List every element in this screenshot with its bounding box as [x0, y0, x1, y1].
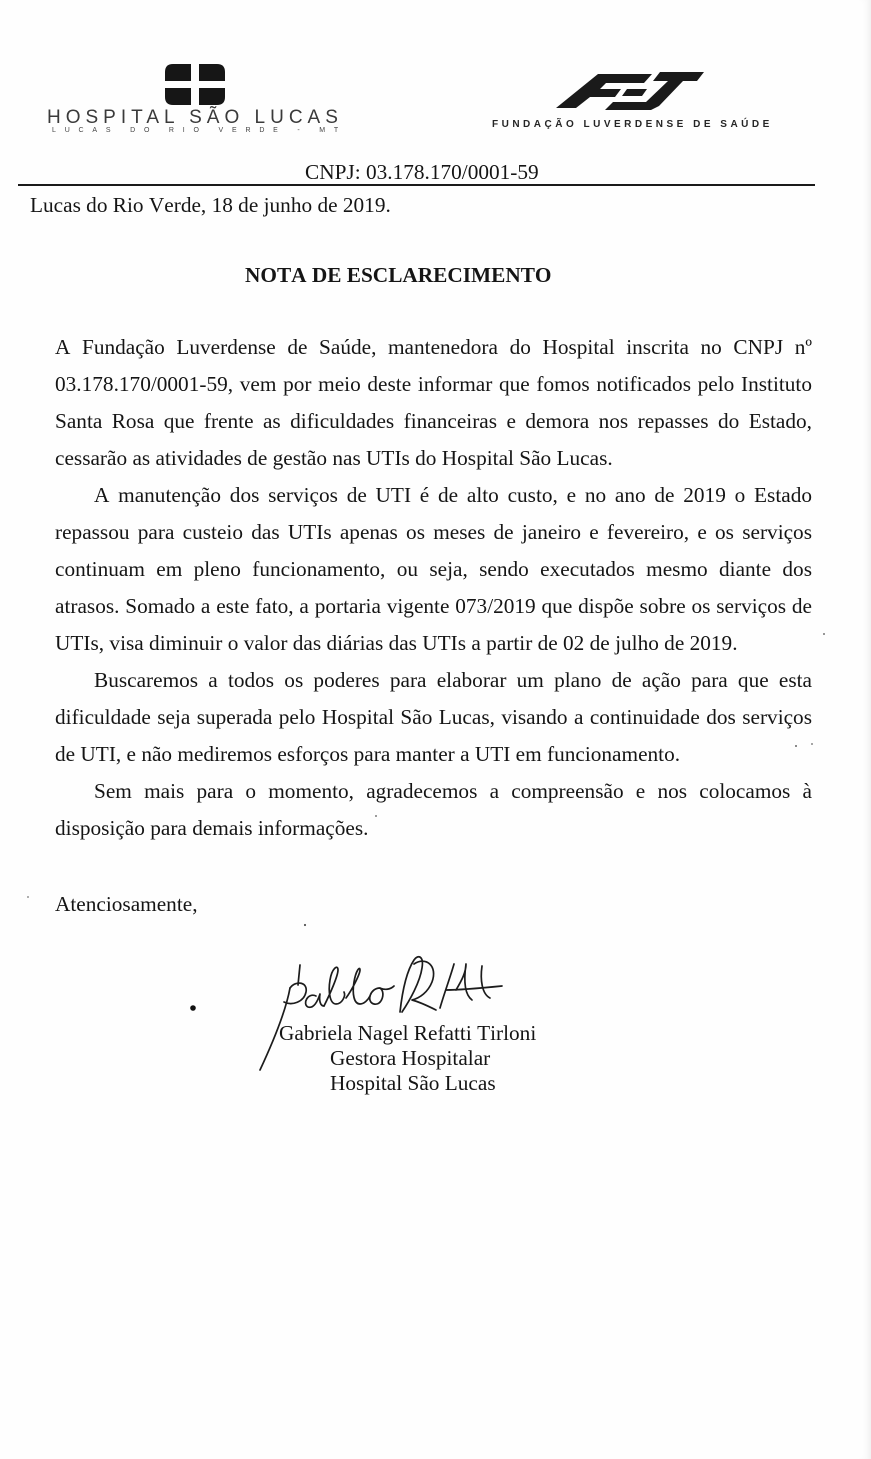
paragraph-4: Sem mais para o momento, agradecemos a compreensão e nos colocamos à disposição para demais informações.: [55, 779, 812, 840]
cross-icon-quadrant: [199, 88, 225, 105]
scan-speck: [190, 1005, 196, 1011]
signature-stroke: [456, 964, 472, 1000]
signature-stroke: [400, 957, 422, 1012]
closing-salutation: Atenciosamente,: [55, 892, 198, 916]
signature-stroke: [306, 994, 324, 1007]
letter-body: [55, 329, 812, 847]
signature-stroke: [481, 966, 490, 998]
fls-monogram-icon: [553, 68, 705, 112]
signature-stroke: [446, 986, 502, 990]
paragraph-3: Buscaremos a todos os poderes para elaborar um plano de ação para que esta dificuldade seja superada pelo Hospital São Lucas, visando a continuidade dos serviços de UTI, e não mediremos esforços para manter a UTI em funcionamento.: [55, 668, 812, 766]
signatory-organization: Hospital São Lucas: [330, 1071, 496, 1095]
signature-stroke: [346, 969, 370, 1005]
signatory-name: Gabriela Nagel Refatti Tirloni: [279, 1021, 537, 1045]
place-and-date: Lucas do Rio Verde, 18 de junho de 2019.: [30, 193, 391, 217]
signature-stroke: [370, 986, 394, 1004]
monogram-dash-shape: [622, 89, 647, 96]
cross-icon-quadrant: [165, 88, 191, 105]
paragraph-2: A manutenção dos serviços de UTI é de alto custo, e no ano de 2019 o Estado repassou para custeio das UTIs apenas os meses de janeiro e fevereiro, e os serviços continuam em pleno funcionamento, ou seja, sendo executados mesmo diante dos atrasos. Somado a este fato, a portaria vigente 073/2019 que dispõe sobre os serviços de UTIs, visa diminuir o valor das diárias das UTIs a partir de 02 de julho de 2019.: [55, 483, 812, 655]
cross-icon-quadrant: [199, 64, 225, 81]
signature-stroke: [440, 964, 454, 1008]
cnpj-number: CNPJ: 03.178.170/0001-59: [305, 160, 539, 184]
handwritten-signature: [250, 950, 510, 1080]
signature-stroke: [324, 967, 345, 1006]
signature-stroke: [298, 965, 300, 985]
cross-icon-quadrant: [165, 64, 191, 81]
scan-speck: [27, 896, 29, 898]
hospital-logo-name: HOSPITAL SÃO LUCAS: [47, 107, 343, 128]
signatory-role: Gestora Hospitalar: [330, 1046, 491, 1070]
foundation-logo-name: FUNDAÇÃO LUVERDENSE DE SAÚDE: [492, 119, 773, 130]
cross-icon: [163, 62, 227, 107]
hospital-logo-location: LUCAS DO RIO VERDE - MT: [52, 127, 347, 134]
scan-speck: [304, 924, 306, 926]
scan-speck: [823, 633, 825, 635]
paragraph-1: A Fundação Luverdense de Saúde, mantenedora do Hospital inscrita no CNPJ nº 03.178.170/0001-59, vem por meio deste informar que fomos notificados pelo Instituto Santa Rosa que frente as dificuldades financeiras e demora nos repasses do Estado, cessarão as atividades de gestão nas UTIs do Hospital São Lucas.: [55, 335, 812, 470]
signature-stroke: [260, 988, 290, 1070]
document-title: NOTA DE ESCLARECIMENTO: [245, 263, 552, 287]
header-rule: [18, 184, 815, 186]
signature-stroke: [412, 961, 436, 1010]
